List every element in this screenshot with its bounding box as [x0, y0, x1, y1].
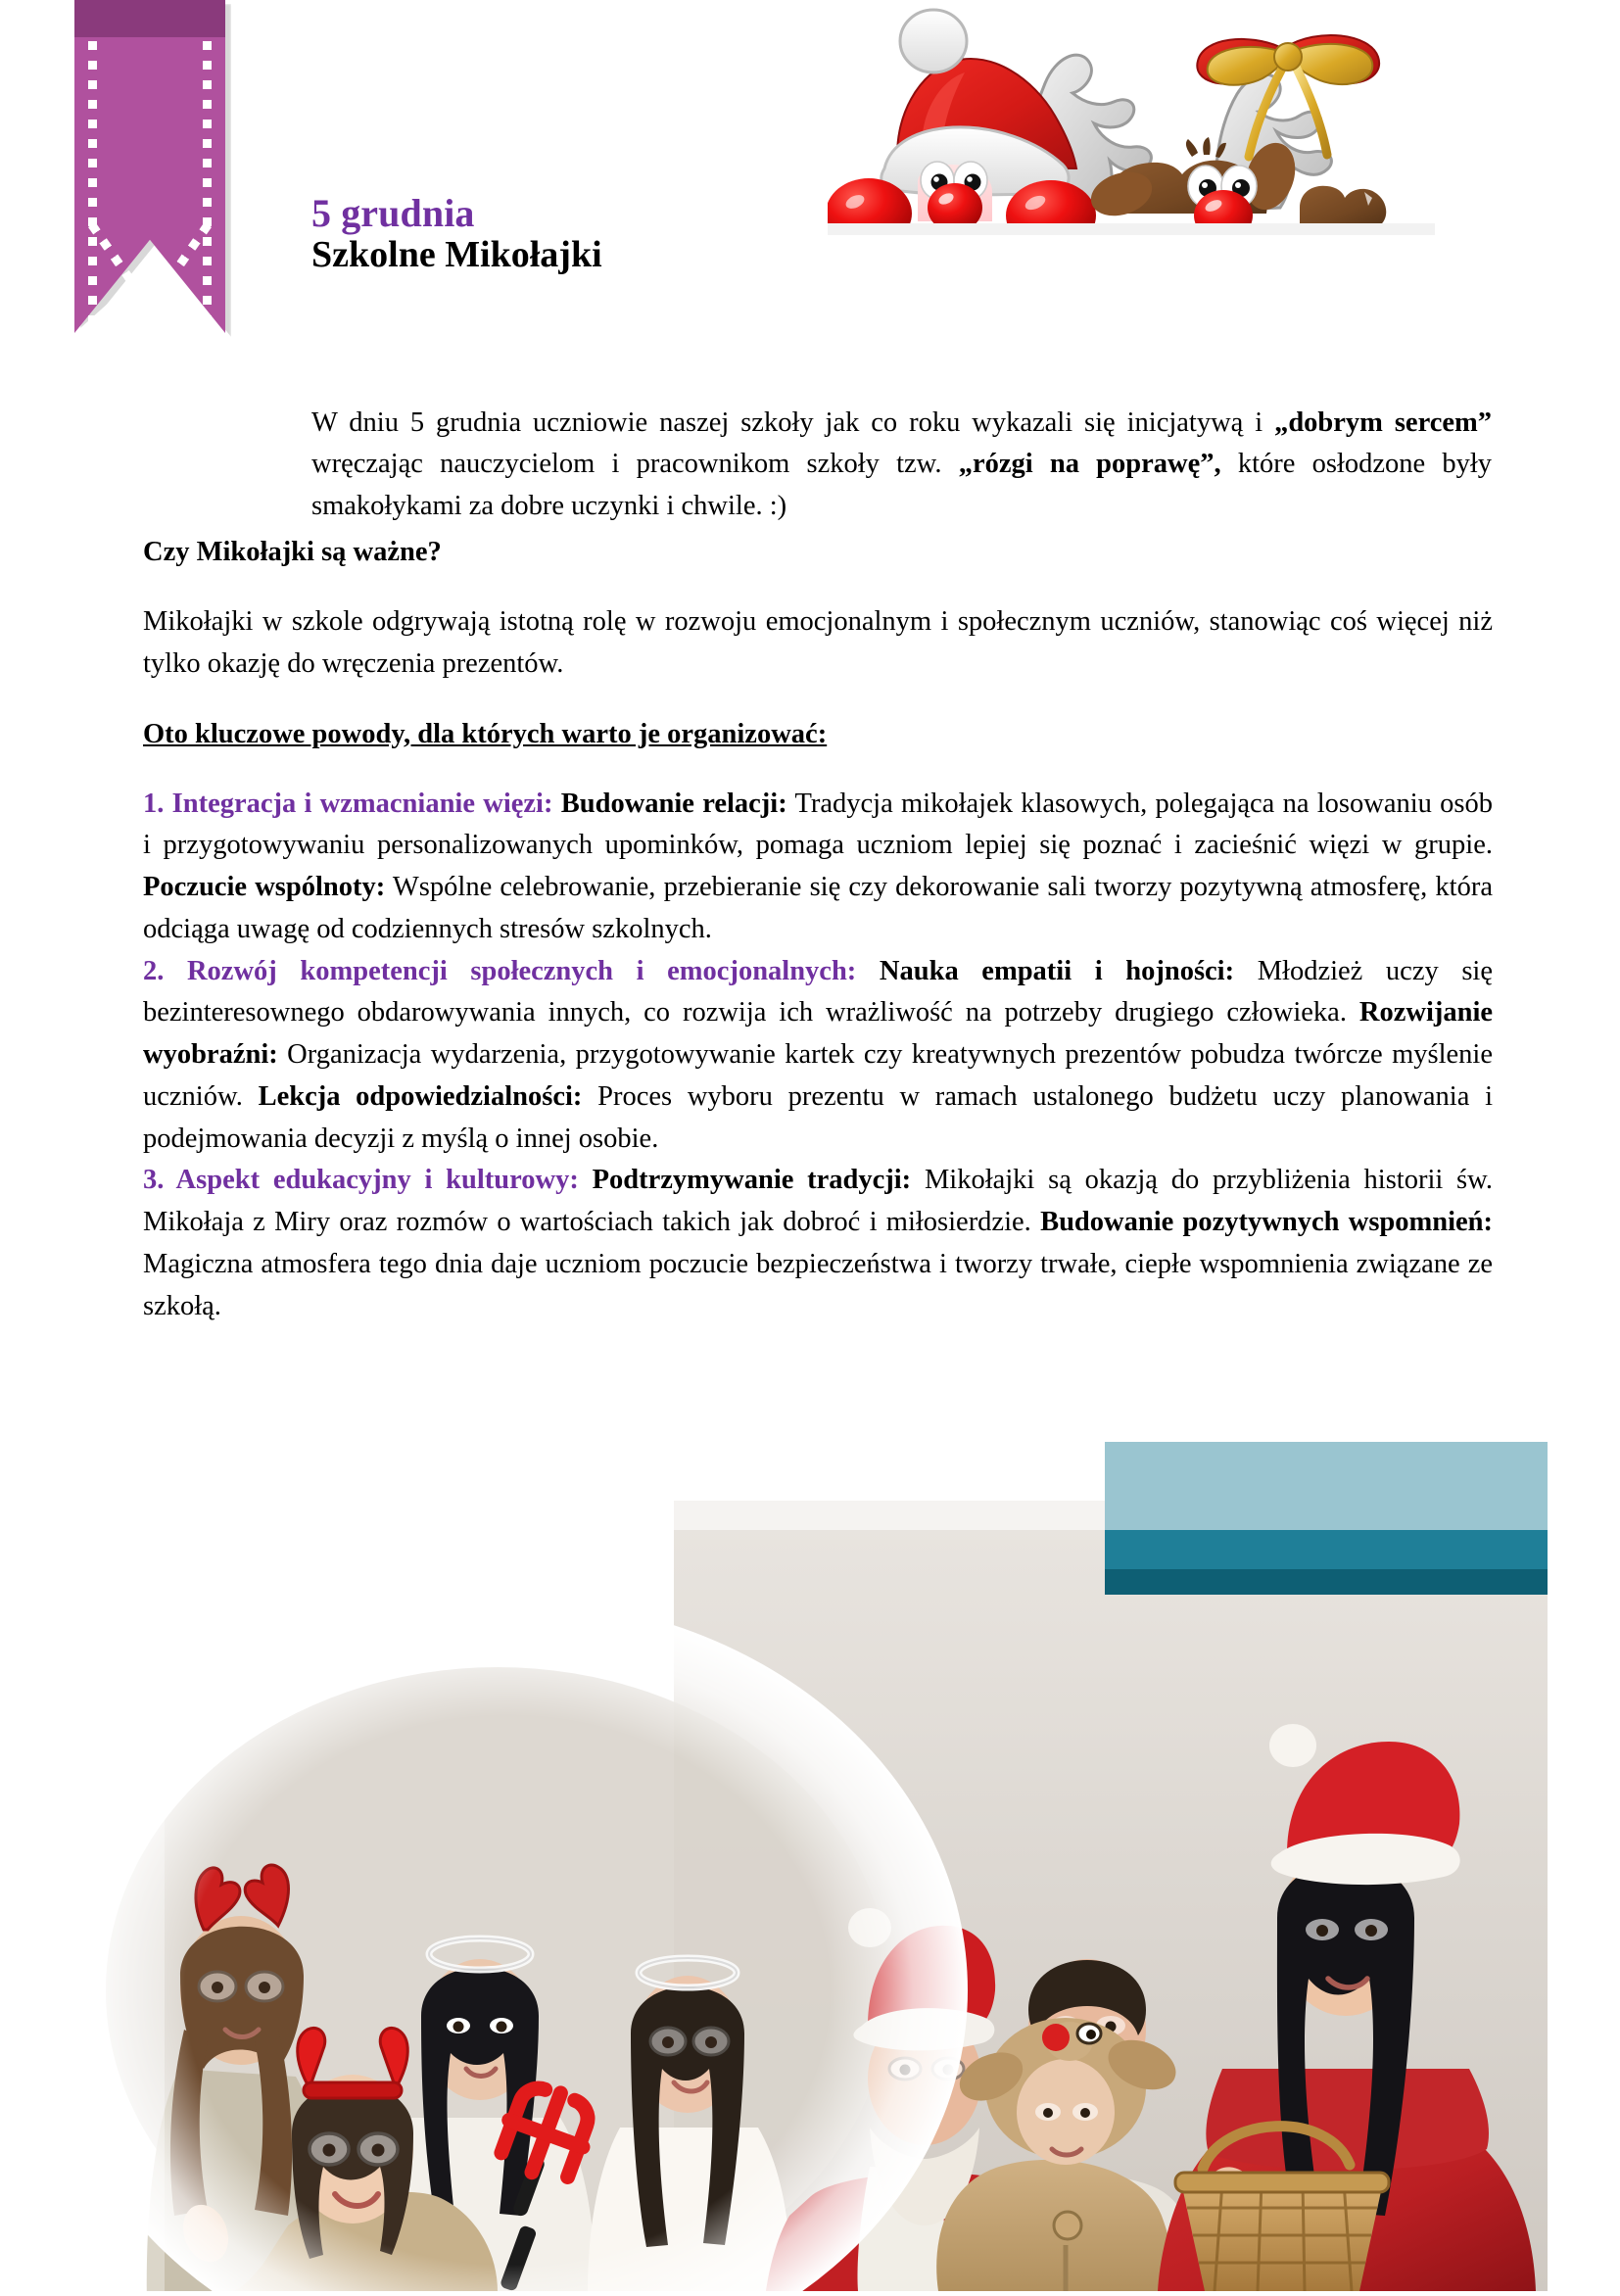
- reason-1-bold-2: Poczucie wspólnoty:: [143, 872, 386, 902]
- article-body: [143, 537, 1493, 1327]
- intro-text-c: które osłodzone były smakołykami za dobre uczynki i chwile. :): [311, 449, 1492, 521]
- reason-1-lead: 1. Integracja i wzmacnianie więzi:: [143, 788, 553, 819]
- reason-2-text-2: Organizacja wydarzenia, przygotowywanie kartek czy kreatywnych prezentów pobudza twórcze myślenie uczniów.: [143, 1039, 1493, 1112]
- intro-bold-a: „dobrym sercem”: [1274, 407, 1493, 438]
- reason-1-text-1: Tradycja mikołajek klasowych, polegająca na losowaniu osób i przygotowywaniu personalizowanych upominków, pomaga uczniom lepiej się poznać i zacieśnić więzi w grupie.: [143, 788, 1493, 861]
- intro-text-a: W dniu 5 grudnia uczniowie naszej szkoły jak co roku wykazali się inicjatywą i: [311, 407, 1275, 438]
- onesie-button: [1054, 2212, 1081, 2239]
- page-title: [311, 192, 733, 277]
- intro-paragraph: [311, 403, 1492, 528]
- reason-2-bold-2: Rozwijanie wyobraźni:: [143, 997, 1494, 1070]
- reason-3-bold-2: Budowanie pozytywnych wspomnień:: [1040, 1207, 1494, 1237]
- question-heading: Czy Mikołajki są ważne?: [143, 537, 442, 567]
- reason-1-bold-1: Budowanie relacji:: [560, 788, 787, 819]
- reason-3-bold-1: Podtrzymywanie tradycji:: [592, 1165, 912, 1196]
- reason-3-text-1: Mikołajki są okazją do przybliżenia historii św. Mikołaja z Miry oraz rozmów o wartościach takich jak dobroć i miłosierdzie.: [143, 1165, 1493, 1237]
- title-date: 5 grudnia: [311, 191, 475, 235]
- reason-item-3: [143, 1160, 1493, 1327]
- ribbon-dotted-border-left: [88, 41, 97, 333]
- santa-and-reindeer-clipart: [828, 0, 1435, 235]
- santa-face-icon: [918, 162, 992, 232]
- reindeer-hoof: [1300, 186, 1386, 225]
- reason-item-2: [143, 951, 1493, 1161]
- onesie-face: [1017, 2059, 1115, 2165]
- reason-2-bold-1: Nauka empatii i hojności:: [879, 955, 1235, 986]
- ribbon-top-band: [74, 0, 225, 37]
- section-paragraph: Mikołajki w szkole odgrywają istotną rolę w rozwoju emocjonalnym i społecznym uczniów, stanowiąc coś więcej niż tylko okazję do wręczenia prezentów.: [143, 606, 1493, 679]
- reason-1-text-2: Wspólne celebrowanie, przebieranie się czy dekorowanie sali tworzy pozytywną atmosferę, która odciąga uwagę od codziennych stresów szkolnych.: [143, 872, 1493, 944]
- group-photo: [86, 1442, 1548, 2291]
- decorative-ribbon-banner: [74, 0, 225, 333]
- reason-2-lead: 2. Rozwój kompetencji społecznych i emocjonalnych:: [143, 955, 857, 986]
- intro-bold-b: „rózgi na poprawę”,: [958, 449, 1221, 480]
- reason-2-text-3: Proces wyboru prezentu w ramach ustalonego budżetu uczy planowania i podejmowania decyzji z myślą o innej osobie.: [143, 1080, 1494, 1154]
- reason-3-lead: 3. Aspekt edukacyjny i kulturowy:: [143, 1165, 579, 1196]
- ribbon-dotted-border-right: [203, 41, 212, 333]
- onesie-red-nose: [1042, 2024, 1070, 2051]
- reason-2-text-1: Młodzież uczy się bezinteresownego obdarowywania innych, co rozwija ich wrażliwość na potrzeby drugiego człowieka.: [143, 955, 1493, 1028]
- reason-3-text-2: Magiczna atmosfera tego dnia daje uczniom poczucie bezpieczeństwa i tworzy trwałe, ciepłe wspomnienia związane ze szkołą.: [143, 1248, 1493, 1321]
- reasons-heading: Oto kluczowe powody, dla których warto je organizować:: [143, 718, 828, 749]
- reason-2-bold-3: Lekcja odpowiedzialności:: [258, 1080, 583, 1112]
- reason-item-1: [143, 784, 1493, 951]
- intro-text-b: wręczając nauczycielom i pracownikom szkoły tzw.: [311, 449, 959, 480]
- title-name: Szkolne Mikołajki: [311, 234, 602, 276]
